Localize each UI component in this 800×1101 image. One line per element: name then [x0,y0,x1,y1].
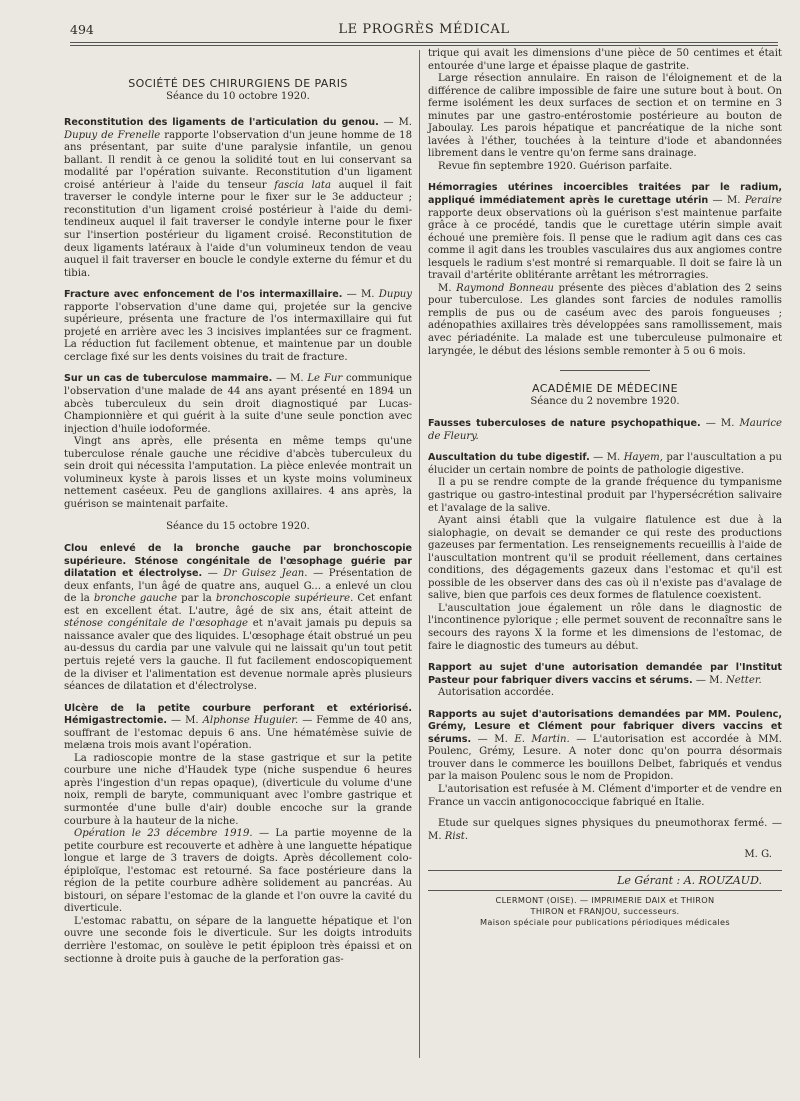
author: Le Fur [307,373,343,385]
article-text: — Femme de 40 ans, souffrant de l'estomac depuis 6 ans. Une hématémèse suivie de melæna trois mois avant l'opération. [64,715,412,752]
article-text: et n'avait jamais pu depuis sa naissance avaler que des liquides. L'œsophage était obstrué un peu au-dessus du cardia par une valvule qui ne laissait qu'un tout petit pertuis rejeté vers la gauche. Il fut facilement endoscopiquement de la diviser et l'alimentation est devenue normale après plusieurs séances de dilatation et d'électrolyse. [64,618,412,693]
separator: — M. [589,452,624,464]
article-term: bronche gauche [93,593,178,605]
article-ulcere [64,703,412,966]
page-number: 494 [70,22,94,37]
page-header [70,22,778,42]
author: Rist. [444,830,469,842]
article-genou [64,117,412,280]
section-rule [560,370,650,371]
separator: — M. [700,418,740,430]
header-rule [70,42,778,43]
article-text: — Présentation de deux enfants, l'un âgé de quatre ans, auquel G... a enlevé un clou de la [64,568,412,605]
article-paragraph: La radioscopie montre de la stase gastrique et sur la petite courbure une niche d'Haudek type (niche suspendue 6 heures après l'ingestion d'un repas opaque), (diverticule du volume d'une noix, rempli de baryte, communiquant avec l'ombre gastrique et surmontée d'une bulle d'air) double encoche sur la grande courbure à la hauteur de la niche. [64,752,412,827]
article-text: par l'auscultation a pu élucider un certain nombre de points de pathologie digestive. [428,452,783,476]
article-title: Sur un cas de tuberculose mammaire. [64,373,273,385]
gerant-line: Le Gérant : A. ROUZAUD. [617,873,762,887]
separator: M. [438,282,457,294]
separator: — M. [378,117,412,129]
article-pneumothorax [428,818,782,843]
author: Alphonse Huguier. [202,715,299,727]
header-rule-double [70,45,778,46]
operation-date: Opération le 23 décembre 1919. [74,828,253,840]
article-title: Ulcère de la petite courbure perforant et extériorisé. Hémigastrectomie. [64,702,412,727]
separator: — M. [428,818,782,842]
academy-title: ACADÉMIE DE MÉDECINE [531,382,679,396]
article-text: communique l'observation d'une malade de 44 ans ayant présenté en 1894 un abcès tuberculeux du sein droit diagnostiqué par Lucas-Championnière et qui guérit à la suite d'une seule ponction avec injection d'huile iodoformée. [64,373,412,435]
printer-line: THIRON et FRANJOU, successeurs. [530,906,680,917]
article-rapport-pasteur [428,662,782,700]
article-paragraph: L'auscultation joue également un rôle dans le diagnostic de l'incontinence pylorique ; elle permet souvent de reconnaître sans le secours des rayons X la forme et les dimensions de l'estomac, de faire le diagnostic des tumeurs au début. [428,602,782,652]
article-paragraph: L'estomac rabattu, on sépare de la languette hépatique et l'on ouvre une seconde fois le diverticule. Sur les doigts introduits derrière l'estomac, on soulève le petit épiploon très épaissi et on sectionne à droite puis à gauche de la perforation gas- [64,915,412,965]
article-paragraph: trique qui avait les dimensions d'une pièce de 50 centimes et était entourée d'une large et épaisse plaque de gastrite. [428,48,782,72]
printer-imprint [428,895,782,928]
article-text: . Cet enfant est en excellent état. L'autre, âgé de six ans, était atteint de [64,593,412,617]
separator: — M. [342,289,379,301]
article-text: — L'autorisation est accordée à MM. Poulenc, Grémy, Lesure. A noter donc qu'on pourra désormais trouver dans le commerce les bouillons Delbet, fabriqués et vendus par la maison Poulenc sous le nom de Propidon. [428,733,782,783]
article-tuberculose-mammaire [64,373,412,511]
article-text: rapporte deux observations où la guérison s'est maintenue parfaite grâce à ce procédé, tandis que le curettage utérin simple avait échoué une première fois. Il pense que le radium agit dans ces cas comme il agit dans les troubles vasculaires dus aux angiomes contre lesquels le radium s'est montré si remarquable. Il doit se faire là un travail d'artérite oblitérante arrêtant les métrorragies. [428,207,782,282]
journal-title: LE PROGRÈS MÉDICAL [338,22,510,37]
article-title: Hémorragies utérines incoercibles traitées par le radium, appliqué immédiatement après le curettage utérin [428,182,782,207]
separator: — [202,568,224,580]
separator: — M. [272,373,308,385]
column-divider [419,50,420,1058]
article-title: Rapports au sujet d'autorisations demandées par MM. Poulenc, Grémy, Lesure et Clément pour fabriquer divers vaccins et sérums. [428,708,782,745]
article-text: auquel il fait traverser le condyle interne pour le fixer sur le 3e adducteur ; reconstitution d'un ligament croisé postérieur à l'aide du demi-tendineux auquel il fait traverser le condyle interne pour le fixer sur l'insertion postérieur du ligament croisé. Reconstitution de deux ligaments latéraux à l'aide d'un volumineux tendon de veau auquel il fait traverser en boucle le condyle externe du fémur et du tibia. [64,179,413,279]
article-paragraph: Autorisation accordée. [438,687,555,699]
article-paragraph: Large résection annulaire. En raison de l'éloignement et de la différence de calibre impossible de faire une suture bout à bout. On ferme isolément les deux surfaces de section et on termine en 3 minutes par une gastro-entérostomie postérieure au bouton de Jaboulay. Les parois hépatique et pancréatique de la niche sont lavées à l'éther, touchées à la teinture d'iode et abandonnées librement dans le ventre qu'on ferme sans drainage. [428,73,782,160]
author: Peraire [744,195,782,207]
author: Dupuy [378,289,412,301]
article-term: sténose congénitale de l'œsophage [64,618,248,630]
article-text: — La partie moyenne de la petite courbure est recouverte et adhère à une languette hépatique longue et large de 3 travers de doigts. Après décollement colo-épiploïque, l'estomac est retourné. Sa face postérieure dans la région de la petite courbure adhère solidement au pancréas. Au bistouri, on sépare l'estomac de la glande et l'on ouvre la cavité du diverticule. [64,828,412,915]
right-column [428,48,782,928]
article-rapports-poulenc [428,709,782,809]
footer-rule [428,870,782,871]
printer-line: Maison spéciale pour publications périodiques médicales [480,917,730,928]
society-title: SOCIÉTÉ DES CHIRURGIENS DE PARIS [128,77,348,90]
article-text: par la [177,593,216,605]
society-date: Séance du 10 octobre 1920. [166,90,310,102]
article-title: Reconstitution des ligaments de l'articulation du genou. [64,117,379,129]
article-title: Fausses tuberculoses de nature psychopathique. [428,418,701,430]
article-term: bronchoscopie supérieure [215,593,351,605]
article-fausses-tuberculoses [428,418,782,443]
author: Hayem, [623,452,663,464]
article-ulcere-continued [428,48,782,173]
author: Maurice de Fleury. [428,418,782,442]
article-title: Rapport au sujet d'une autorisation demandée par l'Institut Pasteur pour fabriquer divers vaccins et sérums. [428,662,782,686]
separator: — M. [708,195,745,207]
article-clou [64,543,412,694]
article-paragraph: Vingt ans après, elle présenta en même temps qu'une tuberculose rénale gauche une récidive d'abcès tuberculeux du sein droit qui nécessita l'amputation. La pièce enlevée montrait un volumineux kyste à parois lisses et un kyste moins volumineux nettement caséeux. Peu de ganglions axillaires. 4 ans après, la guérison se maintenait parfaite. [64,436,412,510]
article-text: rapporte l'observation d'une dame qui, projetée sur la gencive supérieure, présenta une fracture de l'os intermaxillaire qui fut projeté en arrière avec les 3 incisives implantées sur ce fragment. La réduction fut facilement obtenue, et maintenue par un double cerclage fixé sur les dents voisines du trait de fracture. [64,301,412,363]
author: Netter. [725,674,762,686]
separator: — M. [471,733,515,745]
printer-line: CLERMONT (OISE). — IMPRIMERIE DAIX et THIRON [495,895,715,906]
article-fracture [64,289,412,364]
separator: — M. [692,674,726,686]
signature: M. G. [744,849,772,861]
article-auscultation [428,452,782,653]
article-term: fascia lata [274,179,331,191]
academy-date: Séance du 2 novembre 1920. [530,395,680,407]
author: Raymond Bonneau [456,282,554,294]
article-title: Auscultation du tube digestif. [428,452,590,464]
footer-rule [428,890,782,891]
left-column [64,48,412,975]
article-paragraph: Ayant ainsi établi que la vulgaire flatulence est due à la sialophagie, on devait se demander ce qui reste des productions gazeuses par fermentation. Les renseignements recueillis à l'aide de l'auscultation montrent qu'il se produit réellement, dans certaines conditions, des dégagements gazeux dans l'estomac et qu'il est possible de les observer dans des cas où il n'existe pas d'avalage de salive, bien que parfois ces deux formes de flatulence coexistent. [428,515,782,602]
article-paragraph: L'autorisation est refusée à M. Clément d'importer et de vendre en France un vaccin antigonococcique fabriqué en Italie. [428,783,782,808]
author: E. Martin. [514,733,570,745]
article-title: Fracture avec enfoncement de l'os intermaxillaire. [64,289,343,301]
article-text: rapporte l'observation d'un jeune homme de 18 ans présentant, par suite d'une paralysie infantile, un genou ballant. Il rendit à ce genou la solidité tout en lui conservant sa modalité par l'opération suivante. Reconstitution d'un ligament croisé antérieur à l'aide du tenseur [64,129,412,191]
article-paragraph: Il a pu se rendre compte de la grande fréquence du tympanisme gastrique ou gastro-intestinal produit par l'hypersécrétion salivaire et l'avalage de la salive. [428,477,782,514]
article-title: Clou enlevé de la bronche gauche par bronchoscopie supérieure. Sténose congénitale de l'œsophage guérie par dilatation et électrolyse. [64,543,412,580]
article-text: présente des pièces d'ablation des 2 seins pour tuberculose. Les glandes sont farcies de nodules ramollis remplis de pus ou de caséum avec des parois fongueuses ; adénopathies axillaires très développées sans ramollissement, mais avec périadénite. La malade est une tuberculeuse pulmonaire et laryngée, le début des lésions semble remonter à 5 ou 6 mois. [428,282,782,357]
article-title: Etude sur quelques signes physiques du pneumothorax fermé. [438,818,768,830]
author: Dupuy de Frenelle [64,129,161,141]
separator: — M. [167,715,203,727]
article-hemorragies [428,182,782,358]
session-date: Séance du 15 octobre 1920. [166,520,310,532]
article-paragraph: Revue fin septembre 1920. Guérison parfaite. [438,160,673,172]
author: Dr Guisez Jean. [223,568,308,580]
